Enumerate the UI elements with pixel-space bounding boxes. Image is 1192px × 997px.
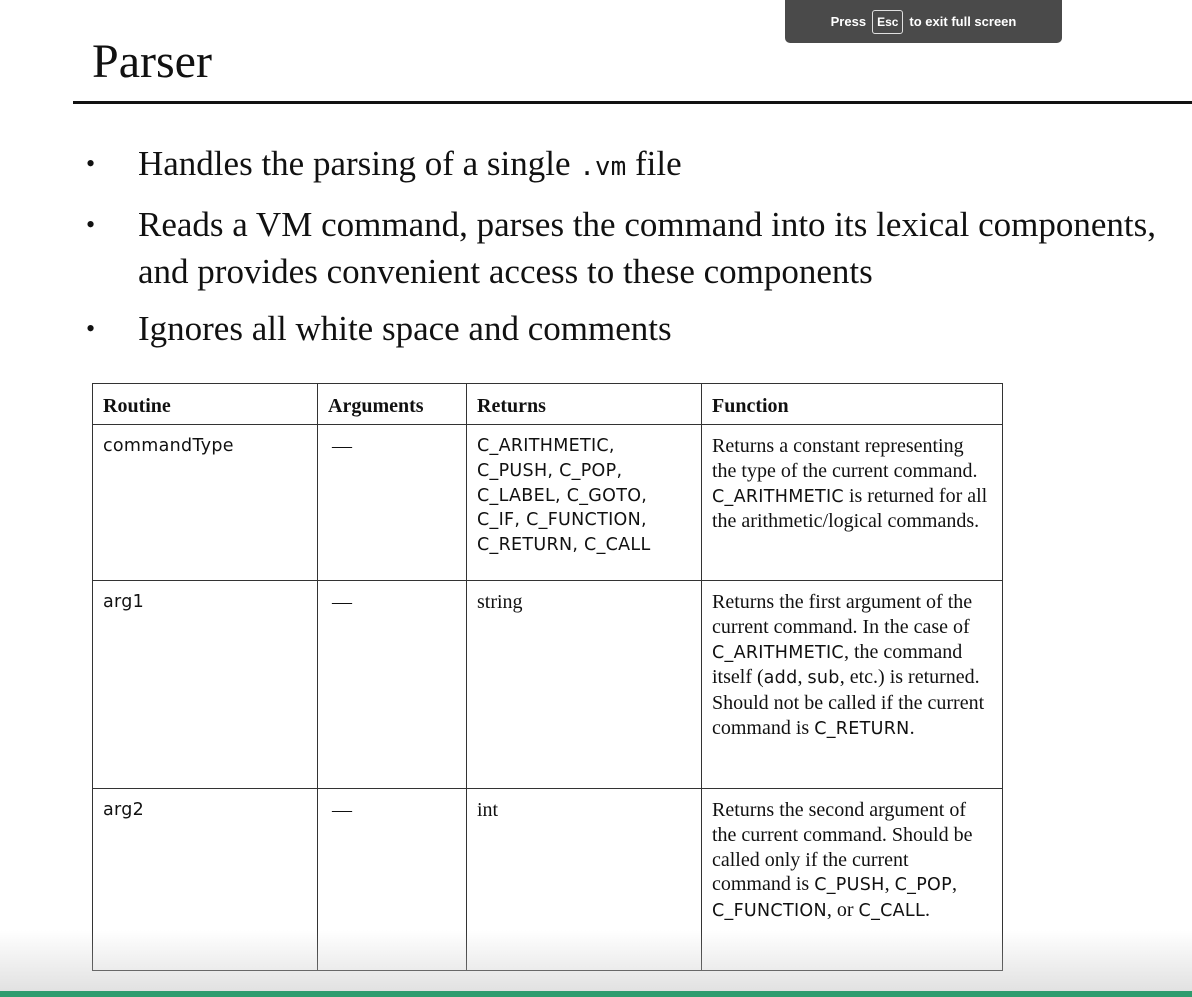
- function-text: ,: [951, 873, 957, 896]
- fullscreen-hint-press: Press: [830, 14, 867, 29]
- function-code: C_CALL: [858, 901, 926, 922]
- fullscreen-hint-banner: [785, 0, 1062, 43]
- header-returns: Returns: [467, 384, 702, 425]
- header-function: Function: [702, 384, 1003, 425]
- function-text: is returned for all the arithmetic/logical commands.: [712, 484, 988, 533]
- bullet-item: [86, 201, 1186, 295]
- bullet-text: Ignores all white space and comments: [138, 309, 672, 348]
- bullet-code: .vm: [579, 152, 627, 182]
- returns-cell: int: [467, 789, 702, 971]
- function-cell: [702, 581, 1003, 789]
- function-text: .: [909, 716, 915, 739]
- table-header-row: [93, 384, 1003, 425]
- function-text: Returns the second argument of the current command. Should be called only if the current command is: [712, 799, 973, 896]
- table-row: [93, 425, 1003, 581]
- function-text: , the command itself (: [712, 640, 963, 689]
- arguments-cell: —: [318, 581, 467, 789]
- esc-key-badge[interactable]: Esc: [872, 10, 903, 34]
- function-cell: [702, 425, 1003, 581]
- function-text: , etc.) is returned. Should not be called if the current command is: [712, 666, 985, 739]
- slide-title: Parser: [92, 35, 212, 88]
- bottom-fade-overlay: [0, 930, 1192, 993]
- function-code: sub: [807, 668, 840, 689]
- bottom-progress-bar: [0, 991, 1192, 997]
- function-code: C_ARITHMETIC: [712, 642, 844, 663]
- title-divider: [73, 101, 1192, 104]
- bullet-icon: •: [86, 314, 96, 343]
- table-row: [93, 581, 1003, 789]
- bullet-icon: •: [86, 210, 96, 239]
- bullet-text: Reads a VM command, parses the command into its lexical components, and provides convenient access to these components: [138, 205, 1157, 291]
- function-text: Returns a constant representing the type of the current command.: [712, 435, 978, 482]
- routine-cell: arg1: [93, 581, 318, 789]
- bullet-text-before: Handles the parsing of a single: [138, 144, 580, 183]
- bullet-item: [86, 305, 1186, 352]
- function-text: Returns the first argument of the current command. In the case of: [712, 591, 973, 638]
- function-code: add: [763, 668, 798, 689]
- header-arguments: Arguments: [318, 384, 467, 425]
- header-routine: Routine: [93, 384, 318, 425]
- returns-cell: C_ARITHMETIC, C_PUSH, C_POP, C_LABEL, C_GOTO, C_IF, C_FUNCTION, C_RETURN, C_CALL: [467, 425, 702, 581]
- function-text: .: [925, 899, 931, 922]
- function-code: C_ARITHMETIC: [712, 486, 844, 507]
- bullet-icon: •: [86, 149, 96, 178]
- returns-cell: string: [467, 581, 702, 789]
- arguments-cell: —: [318, 789, 467, 971]
- function-text: ,: [884, 873, 895, 896]
- fullscreen-hint-text: to exit full screen: [909, 14, 1017, 29]
- function-text: ,: [797, 666, 808, 689]
- function-code: C_POP: [894, 875, 952, 896]
- routine-cell: commandType: [93, 425, 318, 581]
- function-code: C_FUNCTION: [712, 901, 827, 922]
- routine-cell: arg2: [93, 789, 318, 971]
- bullet-text-after: file: [626, 144, 682, 183]
- bullet-item: [86, 140, 1186, 191]
- parser-api-table: [92, 383, 1003, 971]
- bullet-list: [86, 140, 1186, 362]
- function-code: C_RETURN: [814, 718, 910, 739]
- arguments-cell: —: [318, 425, 467, 581]
- function-code: C_PUSH: [814, 875, 885, 896]
- function-text: , or: [826, 899, 859, 922]
